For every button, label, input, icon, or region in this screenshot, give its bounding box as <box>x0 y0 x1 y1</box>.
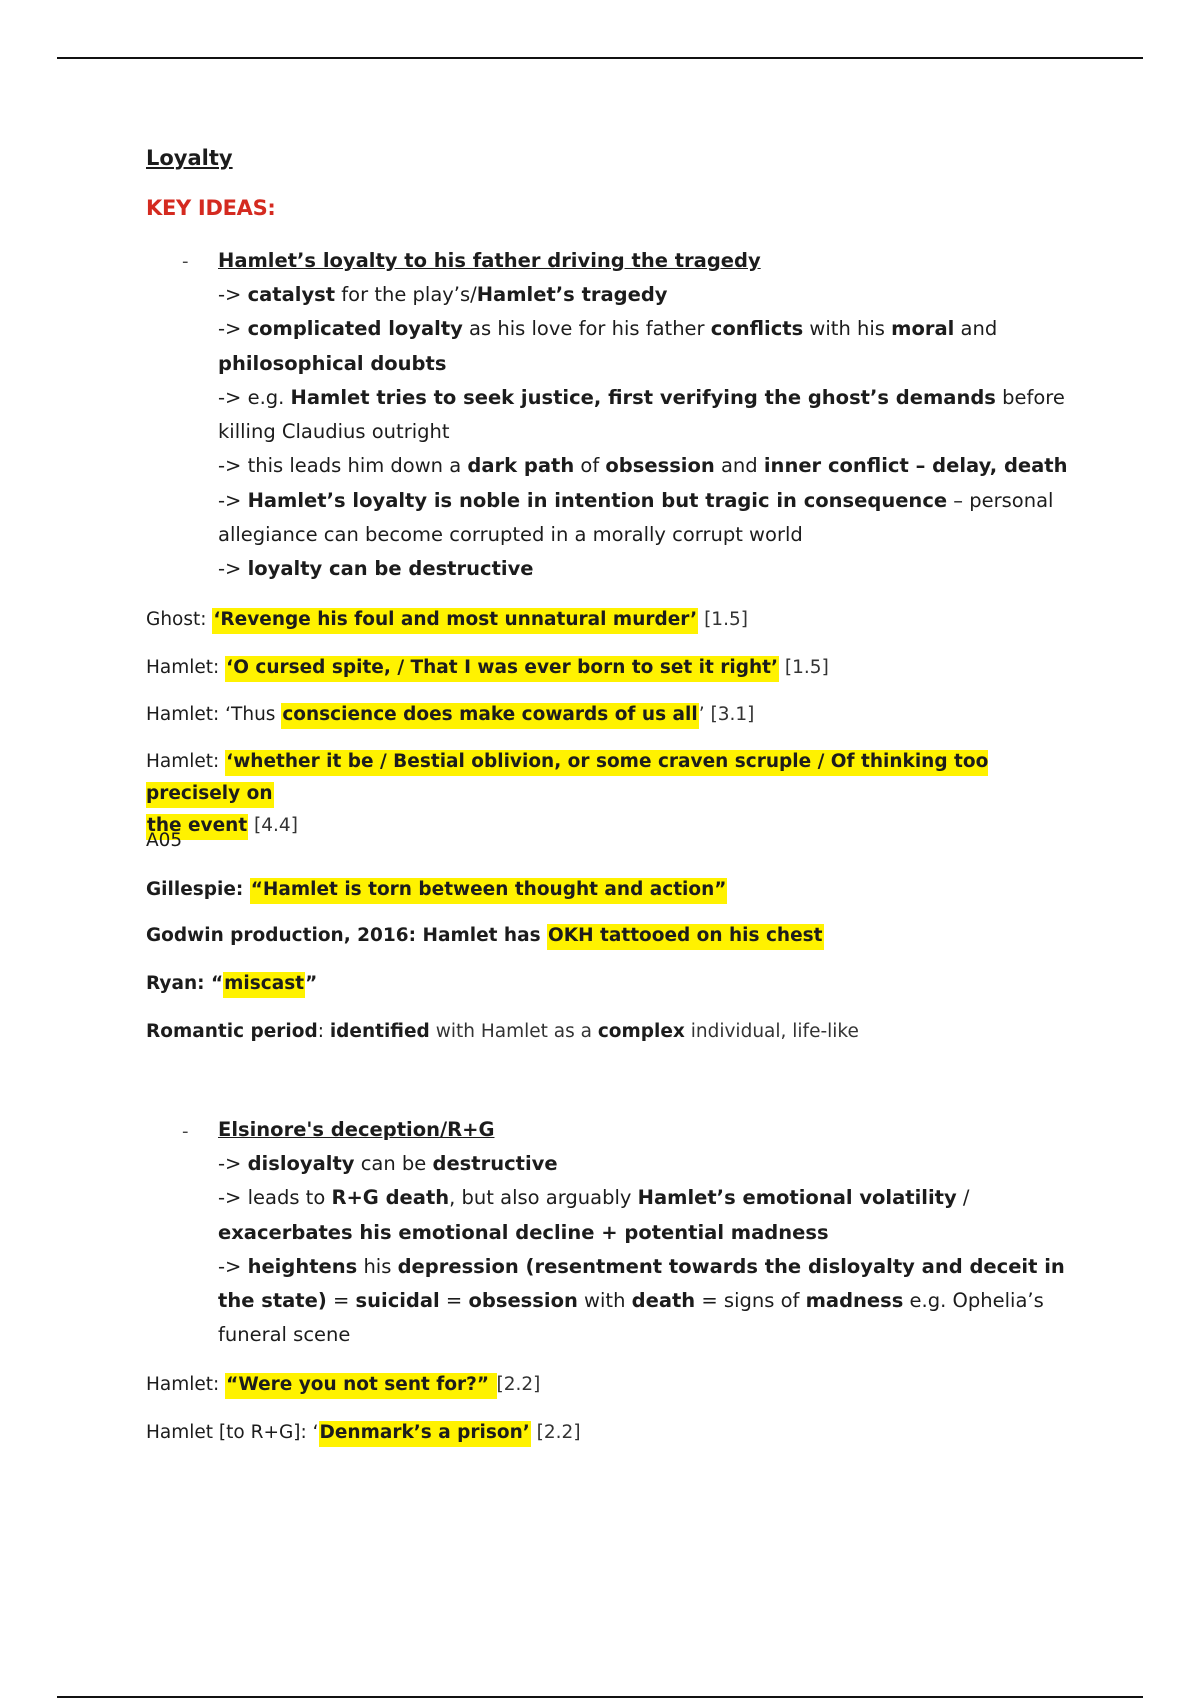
quote-hamlet-denmark-prison: Hamlet [to R+G]: ‘Denmark’s a prison’ [2.2] <box>146 1417 1086 1449</box>
section1-line: -> loyalty can be destructive <box>218 557 534 581</box>
section2-lines <box>218 1147 1098 1353</box>
highlighted-quote: the event <box>146 814 248 840</box>
highlighted-quote: ‘Revenge his foul and most unnatural murder’ <box>212 608 698 634</box>
section1-line: -> e.g. Hamlet tries to seek justice, first verifying the ghost’s demands before <box>218 385 1065 409</box>
quote-hamlet-cursed-spite: Hamlet: ‘O cursed spite, / That I was ever born to set it right’ [1.5] <box>146 652 1086 684</box>
highlighted-quote: Denmark’s a prison’ <box>319 1421 531 1447</box>
bullet-marker: - <box>182 1121 189 1142</box>
section2-line: the state) = suicidal = obsession with death = signs of madness e.g. Ophelia’s <box>218 1289 1044 1313</box>
romantic-period-note: Romantic period: identified with Hamlet as a complex individual, life-like <box>146 1021 859 1042</box>
highlighted-quote: ‘whether it be / Bestial oblivion, or some craven scruple / Of thinking too precisely on <box>146 750 988 808</box>
section1-heading: Hamlet’s loyalty to his father driving the tragedy <box>218 249 761 272</box>
section1-line: killing Claudius outright <box>218 420 450 444</box>
section2-heading: Elsinore's deception/R+G <box>218 1118 495 1141</box>
section2-line: -> leads to R+G death, but also arguably Hamlet’s emotional volatility / <box>218 1186 970 1210</box>
critic-gillespie: Gillespie: “Hamlet is torn between thought and action” <box>146 874 1086 906</box>
highlighted-quote: OKH tattooed on his chest <box>547 924 823 950</box>
highlighted-quote: “Were you not sent for?” <box>225 1373 496 1399</box>
quote-hamlet-conscience: Hamlet: ‘Thus conscience does make cowards of us all’ [3.1] <box>146 699 1086 731</box>
highlighted-quote: “Hamlet is torn between thought and action” <box>250 878 728 904</box>
highlighted-quote: ‘O cursed spite, / That I was ever born to set it right’ <box>225 656 779 682</box>
section2-line: funeral scene <box>218 1323 351 1347</box>
quote-ghost: Ghost: ‘Revenge his foul and most unnatural murder’ [1.5] <box>146 604 1086 636</box>
section1-lines <box>218 278 1098 587</box>
section1-line: -> catalyst for the play’s/Hamlet’s tragedy <box>218 283 668 306</box>
section2-line: exacerbates his emotional decline + potential madness <box>218 1220 829 1244</box>
section1-line: allegiance can become corrupted in a morally corrupt world <box>218 523 803 547</box>
section2-line: -> disloyalty can be destructive <box>218 1152 558 1175</box>
a05-label: A05 <box>146 830 183 851</box>
section1-line: -> complicated loyalty as his love for his father conflicts with his moral and <box>218 317 998 341</box>
highlighted-quote: miscast <box>223 972 305 998</box>
footer-rule <box>57 1696 1143 1698</box>
key-ideas-label: KEY IDEAS: <box>146 196 276 220</box>
section2-line: -> heightens his depression (resentment towards the disloyalty and deceit in <box>218 1254 1065 1278</box>
highlighted-quote: conscience does make cowards of us all <box>281 703 698 729</box>
page-title: Loyalty <box>146 146 233 170</box>
quote-hamlet-bestial-oblivion: Hamlet: ‘whether it be / Bestial oblivion, or some craven scruple / Of thinking too precisely on the event [4.4] <box>146 746 1086 842</box>
quote-hamlet-sent-for: Hamlet: “Were you not sent for?” [2.2] <box>146 1369 1086 1401</box>
section1-line: philosophical doubts <box>218 351 447 375</box>
critic-ryan: Ryan: “miscast” <box>146 968 1086 1000</box>
section1-line: -> this leads him down a dark path of obsession and inner conflict – delay, death <box>218 454 1068 478</box>
bullet-marker: - <box>182 251 189 272</box>
header-rule <box>57 57 1143 59</box>
section1-line: -> Hamlet’s loyalty is noble in intention but tragic in consequence – personal <box>218 488 1054 512</box>
godwin-production: Godwin production, 2016: Hamlet has OKH tattooed on his chest <box>146 920 1086 952</box>
